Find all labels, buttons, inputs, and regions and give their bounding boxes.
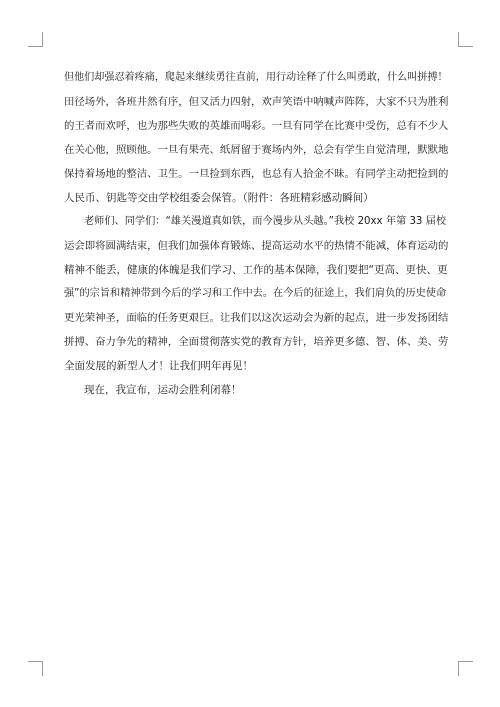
crop-mark-top-left	[28, 32, 43, 47]
text-line: 强”的宗旨和精神带到今后的学习和工作中去。在今后的征途上，我们肩负的历史使命	[64, 288, 447, 299]
text-line: 拼搏、奋力争先的精神，全面贯彻落实党的教育方针，培养更多德、智、体、美、劳	[64, 336, 449, 348]
text-line: 保持着场地的整洁、卫生。一旦捡到东西，也总有人拾金不昧。有同学主动把捡到的	[64, 168, 449, 180]
text-line: 运会即将圆满结束，但我们加强体育锻炼、提高运动水平的热情不能减，体育运动的	[64, 240, 449, 252]
crop-mark-bottom-left	[28, 661, 43, 676]
text-line: 人民币、钥匙等交由学校组委会保管。（附件：各班精彩感动瞬间）	[64, 192, 374, 204]
document-body	[64, 66, 448, 402]
text-line: 全面发展的新型人才！让我们明年再见！	[64, 360, 253, 372]
text-line: 现在，我宣布，运动会胜利闭幕！	[84, 384, 242, 396]
crop-mark-top-right	[458, 32, 473, 47]
crop-mark-bottom-right	[458, 661, 473, 676]
text-line: 在关心他，照顾他。一旦有果壳、纸屑留于赛场内外，总会有学生自觉清理，默默地	[64, 144, 449, 156]
text-line: 但他们却强忍着疼痛，爬起来继续勇往直前，用行动诠释了什么叫勇敢，什么叫拼搏！	[64, 72, 448, 83]
text-line: 老师们、同学们：“雄关漫道真如铁，而今漫步从头越。”我校 20xx 年第 33 届校	[84, 216, 447, 227]
text-line: 田径场外，各班井然有序，但又活力四射，欢声笑语中呐喊声阵阵，大家不只为胜利	[64, 96, 449, 108]
text-line: 精神不能丢，健康的体魄是我们学习、工作的基本保障，我们要把“更高、更快、更	[64, 264, 448, 276]
text-line: 更光荣神圣，面临的任务更艰巨。让我们以这次运动会为新的起点，进一步发扬团结	[64, 312, 449, 324]
text-line: 的王者而欢呼，也为那些失败的英雄而喝彩。一旦有同学在比赛中受伤，总有不少人	[64, 120, 449, 132]
